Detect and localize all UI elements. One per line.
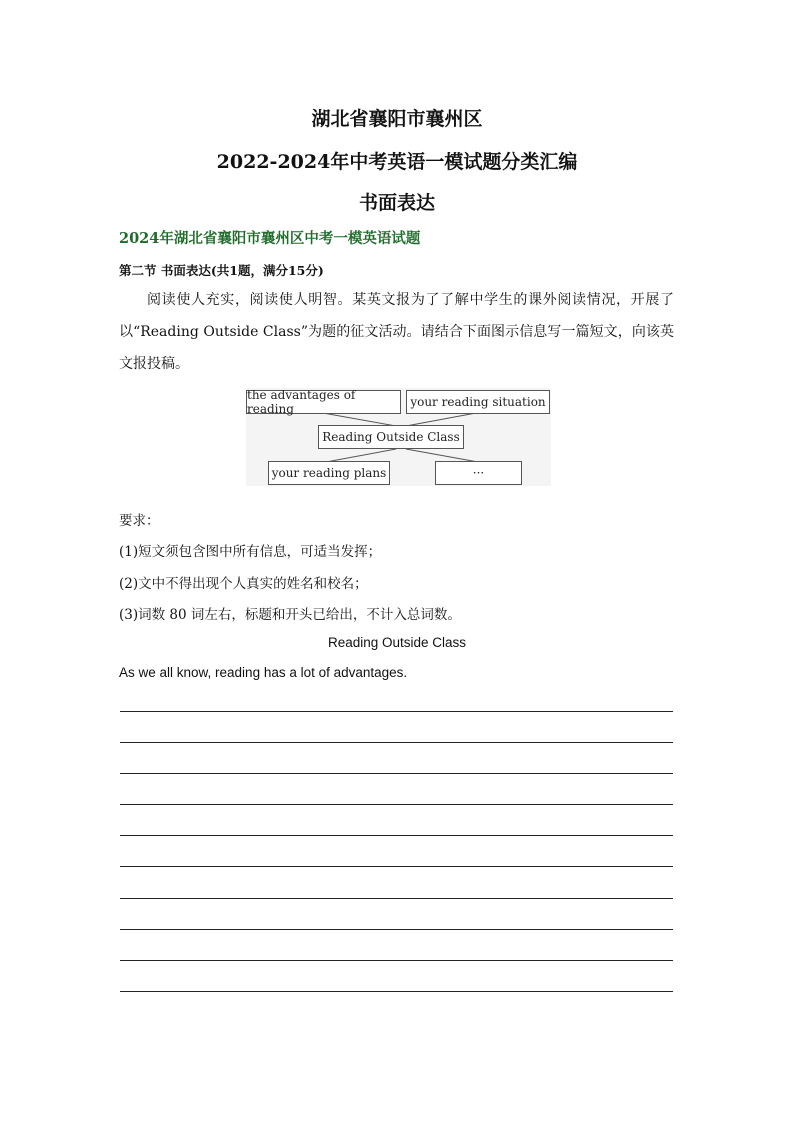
exam-title: 2024年湖北省襄阳市襄州区中考一模英语试题 (119, 230, 421, 247)
diagram-box-advantages: the advantages of reading (246, 390, 401, 414)
document-title-years: 2022-2024年中考英语一模试题分类汇编 (216, 151, 578, 173)
requirements-heading: 要求： (119, 513, 160, 529)
prompt-paragraph: 阅读使人充实，阅读使人明智。某英文报为了了解中学生的课外阅读情况，开展了以“Reading Outside Class”为题的征文活动。请结合下面图示信息写一篇短文，向该英文报投稿。 (119, 292, 674, 372)
writing-line[interactable] (120, 804, 673, 805)
diagram-box-center: Reading Outside Class (318, 425, 464, 449)
writing-line[interactable] (120, 929, 673, 930)
section-heading: 第二节 书面表达(共1题，满分15分) (119, 263, 324, 278)
writing-line[interactable] (120, 773, 673, 774)
essay-title: Reading Outside Class (327, 635, 467, 650)
writing-line[interactable] (120, 742, 673, 743)
document-title-topic: 书面表达 (358, 192, 435, 214)
writing-line[interactable] (120, 991, 673, 992)
diagram-box-other: ··· (435, 461, 522, 485)
diagram-box-situation: your reading situation (406, 390, 550, 414)
writing-line[interactable] (120, 960, 673, 961)
requirement-item: (2)文中不得出现个人真实的姓名和校名； (119, 576, 368, 592)
requirement-item: (1)短文须包含图中所有信息，可适当发挥； (119, 544, 382, 560)
essay-opening: As we all know, reading has a lot of advantages. (119, 665, 408, 680)
requirement-item: (3)词数 80 词左右，标题和开头已给出，不计入总词数。 (119, 607, 461, 623)
mind-map-diagram (246, 388, 551, 486)
writing-line[interactable] (120, 835, 673, 836)
diagram-box-plans: your reading plans (268, 461, 390, 485)
writing-line[interactable] (120, 711, 673, 712)
writing-line[interactable] (120, 898, 673, 899)
document-title-region: 湖北省襄阳市襄州区 (311, 108, 483, 130)
writing-line[interactable] (120, 866, 673, 867)
